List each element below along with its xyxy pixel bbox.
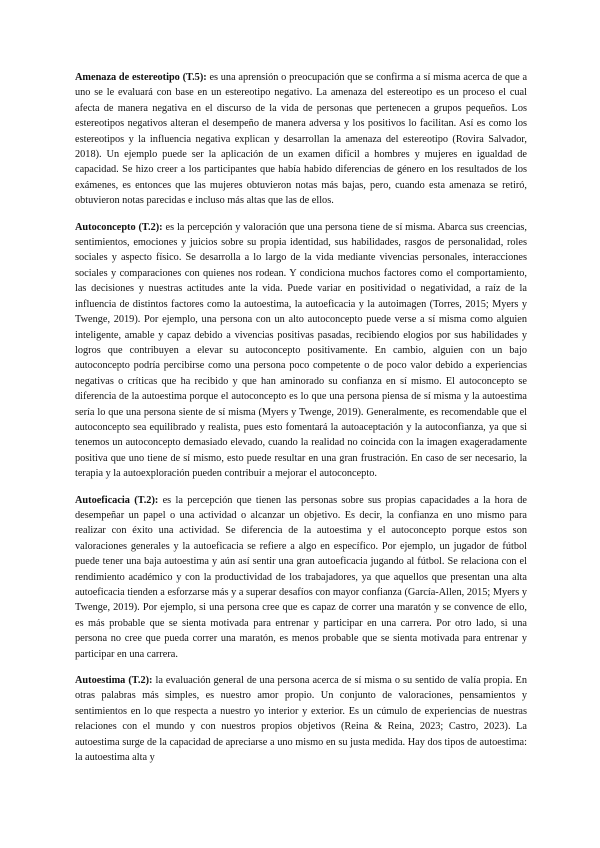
entry-definition: la evaluación general de una persona acerca de sí misma o su sentido de valía propia. En otras palabras más simples, es nuestro amor propio. Un conjunto de valoraciones, pensamientos y sentimientos en lo que respecta a nuestro yo interior y exterior. Es un cúmulo de experiencias de nuestras relaciones con el mundo y con nuestros propios objetivos (Reina & Reina, 2023; Castro, 2023). La autoestima surge de la capacidad de apreciarse a uno mismo en su justa medida. Hay dos tipos de autoestima: la autoestima alta y — [75, 675, 527, 764]
entry-term: Amenaza de estereotipo (T.5): — [75, 72, 207, 83]
glossary-entry-autoconcepto — [75, 220, 527, 482]
glossary-entry-autoeficacia — [75, 493, 527, 662]
entry-term: Autoconcepto (T.2): — [75, 221, 163, 233]
entry-definition: es la percepción que tienen las personas sobre sus propias capacidades a la hora de desempeñar un papel o una actividad o alcanzar un objetivo. Es decir, la confianza en uno mismo para realizar con éxito una actividad. Se diferencia de la autoestima y el autoconcepto porque estos son valoraciones generales y la autoeficacia se refiere a algo en específico. Por ejemplo, un jugador de fútbol puede tener una baja autoestima y aún así sentir una gran autoeficacia jugando al fútbol. Se relaciona con el rendimiento académico y con la productividad de los trabajadores, ya que aquellos que presentan una alta autoeficacia tienden a esforzarse más y a superar desafíos con mayor confianza (García-Allen, 2015; Myers y Twenge, 2019). Por ejemplo, si una persona cree que es capaz de correr una maratón y se convence de ello, es más probable que se sienta motivada para entrenar y participar en una carrera. Por otro lado, si una persona no cree que pueda correr una maratón, es menos probable que se sienta motivada para entrenar y participar en una carrera. — [75, 494, 527, 660]
entry-definition: es una aprensión o preocupación que se confirma a sí misma acerca de que a uno se le evaluará con base en un estereotipo negativo. La amenaza del estereotipo es un proceso el cual afecta de manera negativa en el discurso de la vida de personas que pertenecen a grupos pequeños. Los estereotipos negativos alteran el desempeño de manera adversa y los positivos lo facilitan. Así es como los estereotipos y la influencia negativa explican y desarrollan la amenaza del estereotipo (Rovira Salvador, 2018). Un ejemplo puede ser la aplicación de un examen difícil a hombres y mujeres en igualdad de capacidad. Se hizo creer a los participantes que había habido diferencias de género en los resultados de los exámenes, es entonces que las mujeres obtuvieron notas más bajas, pero, cuando esta amenaza se retiró, obtuvieron notas parecidas e incluso más altas que las de ellos. — [75, 72, 528, 207]
document-page — [75, 70, 527, 776]
entry-term: Autoeficacia (T.2): — [75, 494, 159, 506]
entry-definition: es la percepción y valoración que una persona tiene de sí misma. Abarca sus creencias, sentimientos, emociones y juicios sobre su propia identidad, sus habilidades, rasgos de personalidad, roles sociales y aspecto físico. Se desarrolla a lo largo de la vida mediante vivencias personales, interacciones sociales y comparaciones con quienes nos rodean. Y condiciona muchos factores como el comportamiento, las decisiones y nuestras actitudes ante la vida. Puede variar en positividad o negatividad, a raíz de la influencia de distintos factores como la autoestima, la autoeficacia y la autoimagen (Torres, 2015; Myers y Twenge, 2019). Por ejemplo, una persona con un alto autoconcepto puede verse a sí misma como alguien inteligente, amable y capaz debido a vivencias positivas pasadas, recibiendo elogios por sus habilidades y logros que contribuyen a elevar su autoconcepto positivamente. En cambio, alguien con un bajo autoconcepto podría percibirse como una persona poco competente o de poco valor debido a experiencias negativas o críticas que ha recibido y que han aminorado su confianza en sí mismo. El autoconcepto se diferencia de la autoestima porque el autoconcepto es lo que una persona piensa de sí misma y la autoestima sería lo que una persona siente de sí misma (Myers y Twenge, 2019). Generalmente, es recomendable que el autoconcepto sea equilibrado y realista, pues esto fomentará la autoaceptación y la autoconfianza, ya que si tenemos un autoconcepto demasiado elevado, cuando la realidad no coincida con la imagen exageradamente positiva que uno tiene de sí mismo, esto puede resultar en una gran frustración. En caso de ser necesario, la terapia y la autoexploración pueden contribuir a mejorar el autoconcepto. — [75, 221, 527, 480]
glossary-entry-amenaza-de-estereotipo — [75, 70, 527, 209]
entry-term: Autoestima (T.2): — [75, 675, 153, 687]
glossary-entry-autoestima — [75, 673, 527, 765]
